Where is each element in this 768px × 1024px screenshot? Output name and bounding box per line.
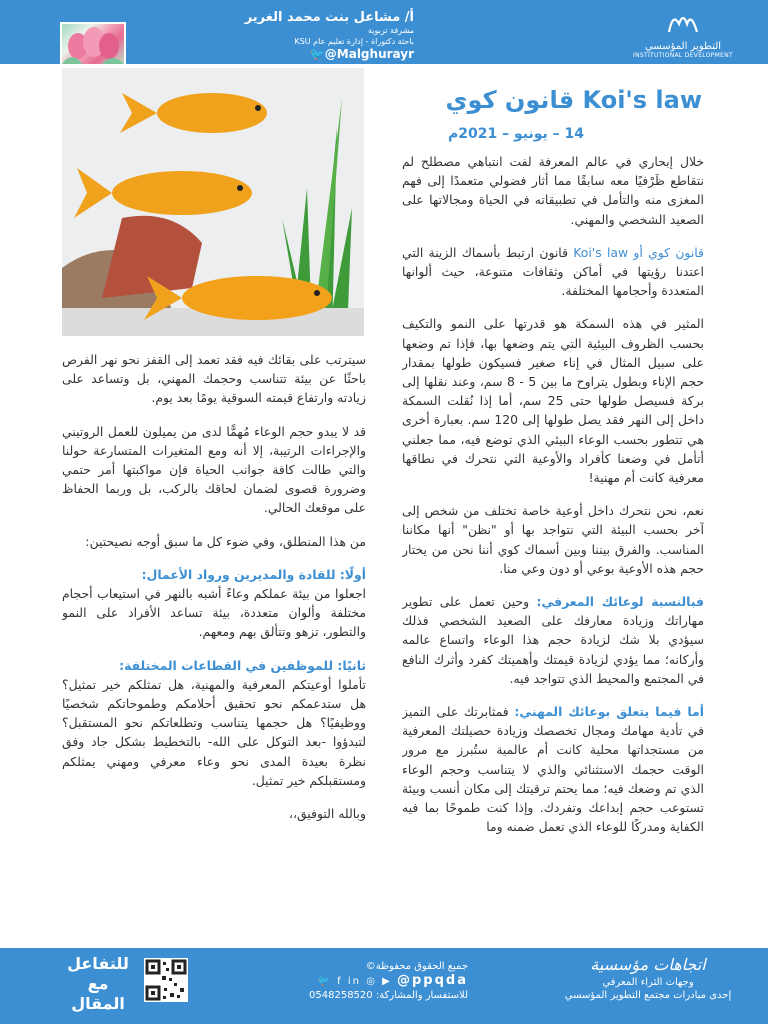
paragraph: أولًا: للقادة والمديرين ورواد الأعمال: اجعلوا من بيئة عملكم وعاءً أشبه بالنهر في استيعاب أحجام مختلفة وألوان متعددة، بيئة تساعد الأفراد على النمو والتطور، تزهو وتتألق بهم ومعهم.	[62, 566, 366, 640]
paragraph: قد لا يبدو حجم الوعاء مُهمًّا لدى من يميلون للعمل الروتيني والإجراءات الرتيبة، إلا أنه ومع المتغيرات المتسارعة حولنا والتي طالت كافة جوانب الحياة فإن مواكبتها أمر حتمي وضرورة قصوى لضمان لحاقك بالركب، بل وربما الحفاظ على موقعك الحالي.	[62, 423, 366, 516]
professional-vessel-heading: أما فيما يتعلق بوعائك المهني:	[514, 704, 704, 720]
brand-initiative: إحدى مبادرات مجتمع التطوير المؤسسي	[564, 990, 732, 1001]
author-info	[148, 10, 414, 61]
footer-handle[interactable]: @ppqda	[397, 973, 468, 988]
author-avatar	[60, 22, 126, 66]
interact-with-article: للتفاعل مع المقال	[67, 954, 129, 1013]
institutional-development-logo	[628, 10, 738, 58]
paragraph: قانون كوي أو Koi's law قانون ارتبط بأسماك الزينة التي اعتدنا رؤيتها في أماكن وثقافات متنوعة، حيث ألوانها المتعددة وأحجامها المختلفة.	[402, 244, 704, 299]
facebook-icon[interactable]: f	[337, 976, 343, 987]
social-icons[interactable]	[268, 974, 468, 989]
twitter-icon: 🐦	[309, 47, 325, 61]
closing-line: وبالله التوفيق،،	[288, 806, 366, 822]
article-title: قانون كوي Koi's law	[445, 86, 702, 114]
logo-mark-icon	[628, 10, 738, 41]
contact-text: للاستفسار والمشاركة: 0548258520	[309, 990, 468, 1001]
koi-law-highlight: قانون كوي أو Koi's law	[573, 244, 704, 260]
youtube-icon[interactable]: ▶	[382, 976, 392, 987]
koi-fish-photo	[62, 68, 364, 336]
paragraph: سيترتب على بقائك فيه فقد تعمد إلى القفز نحو نهر الفرص باحثًا عن بيئة تتناسب وحجمك المهني، بل وتساعد على زيادته وارتفاع قيمته السوقية يومًا بعد يوم.	[62, 352, 366, 406]
footer-contact	[268, 960, 468, 1003]
advice-employees-heading: ثانيًا: للموظفين في القطاعات المختلفة:	[119, 657, 366, 673]
author-role: مشرفة تربوية	[367, 26, 414, 35]
paragraph: أما فيما يتعلق بوعائك المهني: فمثابرتك على التميز في تأدية مهامك ومجال تخصصك وزيادة حصيلتك المعرفية من مستجداتها محلية كانت أم عالمية ستُبرز مع مرور الوقت حجمك الاستثنائي والذي لا يتناسب وحجم الوعاء الذي تم وضعك فيه؛ مما يحتم ترقيتك إلى مكان أنسب وبيئة تستوعب حجم إبداعك وتفردك. وإذا كنت طموحًا بما فيه الكفاية ومدركًا للوعاء الذي تعمل ضمنه وما	[402, 704, 704, 835]
linkedin-icon[interactable]: in	[347, 976, 361, 987]
author-subtitle: باحثة دكتوراة - إدارة تعليم عام KSU	[294, 37, 414, 46]
instagram-icon[interactable]: ◎	[366, 976, 377, 987]
rights-text: جميع الحقوق محفوظة©	[365, 961, 468, 972]
paragraph: المثير في هذه السمكة هو قدرتها على النمو والتكيف بحسب الظروف البيئية التي يتم وضعها بها، فإذا تم وضعها على سبيل المثال في إناء صغير فسيكون طولها بمقدار حجم الإناء وبطول يتراوح ما بين 5 - 8 سم، وعند نقلها إلى بركة فسيصل طولها حتى 25 سم، أما إذا نُقلت السمكة داخل إلى النهر فقد يصل طولها إلى 120 سم. بعبارة أخرى هي تتطور بحسب الوعاء البيئي الذي توضع فيه، مما جعلني أتأمل في وضعنا كأفراد والأوعية التي نتحرك في نطاقها معرفية كانت أم مهنية!	[402, 316, 704, 486]
twitter-icon[interactable]: 🐦	[317, 976, 332, 987]
article-column-right	[402, 152, 704, 942]
paragraph: ثانيًا: للموظفين في القطاعات المختلفة: تأملوا أوعيتكم المعرفية والمهنية، هل تمثلكم خير تمثيل؟ هل ستدعمكم نحو تحقيق أحلامكم وطموحاتكم شخصيًا ووظيفيًا؟ هل حجمها يتناسب وتطلعاتكم نحو المستقبل؟ لتبدؤوا -بعد التوكل على الله- بالتخطيط بشكل جاد وفق نظرة بعيدة المدى نحو وعاء معرفي ومهني يمثلكم ومستقبلكم خير تمثيل.	[62, 657, 366, 788]
brand-tagline: وجهات الثراء المعرفي	[602, 977, 694, 988]
knowledge-vessel-heading: فبالنسبة لوعائك المعرفي:	[536, 594, 704, 610]
author-handle[interactable]: 🐦@Malghurayr	[309, 47, 414, 61]
paragraph: نعم، نحن نتحرك داخل أوعية خاصة تختلف من شخص إلى آخر بحسب البيئة التي نتواجد بها أو "نظن" أنها مكاننا المناسب. والفرق بيننا وبين أسماك كوي أننا نحن من يختار حجم هذه الأوعية بوعي أو دون وعي منا.	[402, 503, 704, 576]
advice-leaders-heading: أولًا: للقادة والمديرين ورواد الأعمال:	[141, 566, 366, 582]
logo-text-ar: التطوير المؤسسي	[644, 41, 722, 52]
paragraph: خلال إبحاري في عالم المعرفة لفت انتباهي مصطلح لم نتقاطع ظَرْفيًا معه سابقًا مما أثار فضولي متعمدًا إلى فهم المغزى منه والتأمل في تطبيقاته في الحياة ومجالاتها على الصعيد الشخصي والمهني.	[402, 154, 704, 227]
paragraph: من هذا المنطلق، وفي ضوء كل ما سبق أوجه نصيحتين:	[85, 533, 366, 549]
author-name: أ/ مشاعل بنت محمد الغرير	[244, 10, 414, 25]
article-date: 14 – يونيو – 2021م	[448, 126, 584, 142]
qr-code[interactable]	[144, 958, 188, 1002]
brand-calligraphy: اتجاهات مؤسسية	[590, 955, 706, 974]
logo-text-en: INSTITUTIONAL DEVELOPMENT	[633, 52, 733, 59]
paragraph: فبالنسبة لوعائك المعرفي: وحين تعمل على تطوير مهاراتك وزيادة معارفك على الصعيد الشخصي فذلك سيؤدي بلا شك لزيادة حجم هذا الوعاء واتساع عالمه وأركانه؛ مما يؤدي لزيادة قيمتك وأهميتك كفرد وأثرك النافع في المجتمع والمحيط الذي تتواجد فيه.	[402, 594, 704, 686]
footer-brand	[548, 954, 748, 1002]
article-column-left	[62, 350, 366, 890]
